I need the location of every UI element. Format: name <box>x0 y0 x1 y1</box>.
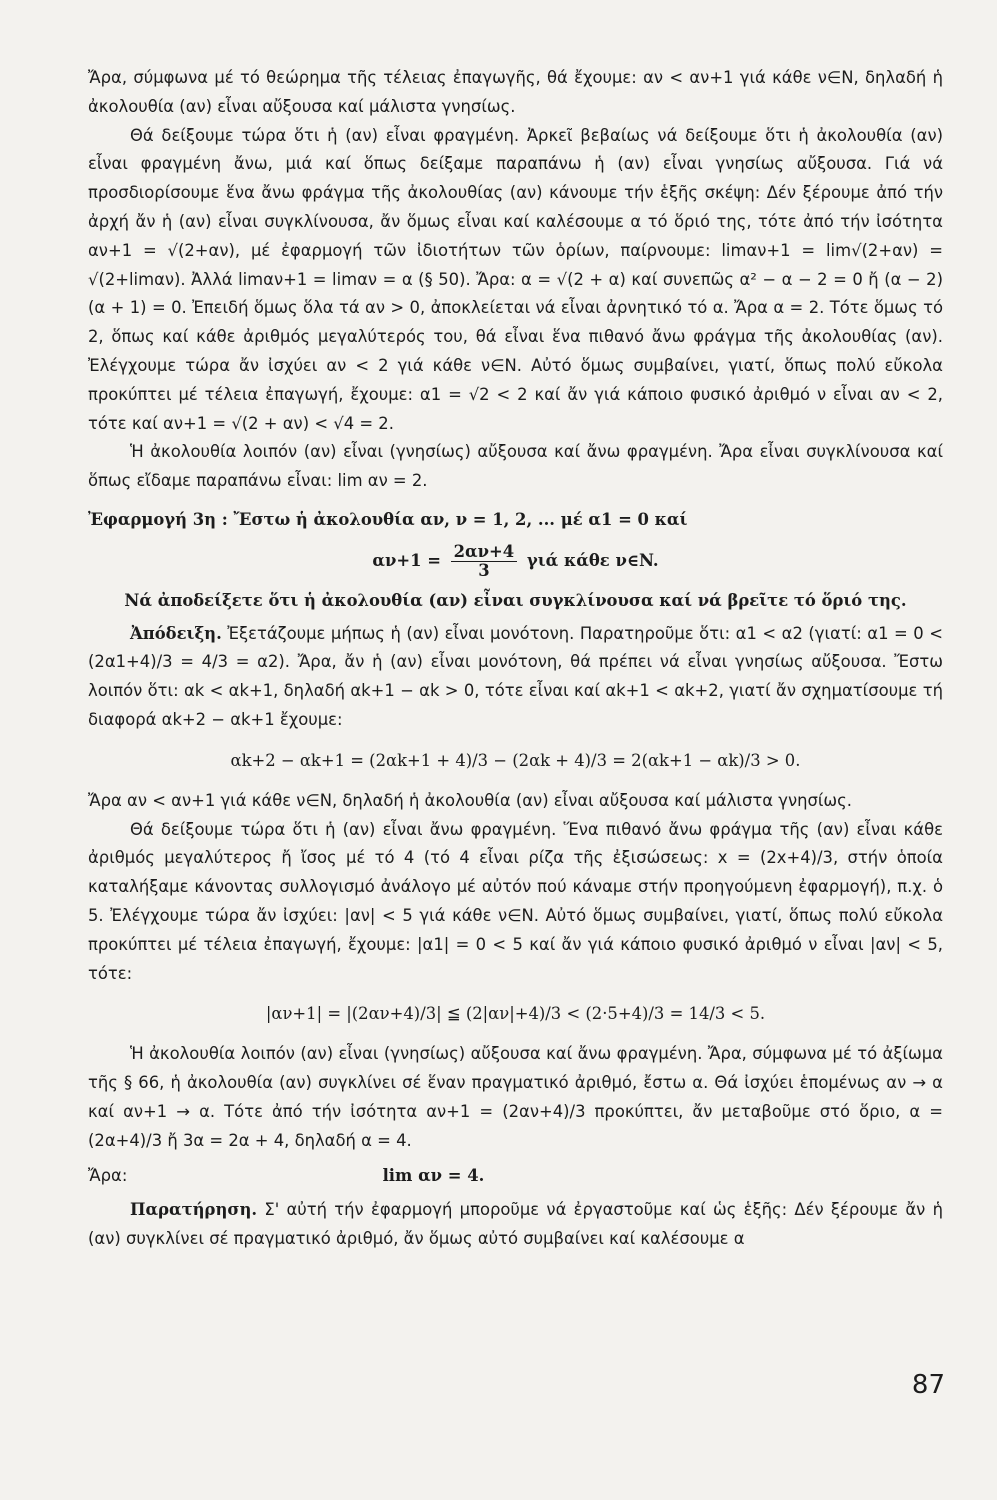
proof-paragraph-monotonic <box>88 620 943 735</box>
paragraph-upper-bound: Θά δείξουμε τώρα ὅτι ἡ (αν) εἶναι ἄνω φραγμένη. Ἕνα πιθανό ἄνω φράγμα τῆς (αν) εἶναι κάθε ἀριθμός μεγαλύτερος ἤ ἴσος μέ τό 4 (τό 4 εἶναι ρίζα τῆς ἐξισώσεως: x = (2x+4)/3, στήν ὁποία καταλήξαμε κάνοντας συλλογισμό ἀνάλογο μέ αὐτόν πού κάναμε στήν προηγούμενη ἐφαρμογή), π.χ. ὁ 5. Ἐλέγχουμε τώρα ἄν ἰσχύει: |αν| < 5 γιά κάθε ν∈N. Αὐτό ὅμως συμβαίνει, γιατί, ὅπως πολύ εὔκολα προκύπτει μέ τέλεια ἐπαγωγή, ἔχουμε: |α1| = 0 < 5 καί ἄν γιά κάποιο φυσικό ἀριθμό ν εἶναι |αν| < 5, τότε: <box>88 819 943 983</box>
application-3-recurrence <box>88 541 943 581</box>
result-line <box>88 1162 943 1191</box>
application-3-title: Ἐφαρμογή 3η : Ἔστω ἡ ἀκολουθία αν, ν = 1, 2, ... μέ α1 = 0 καί <box>88 509 688 529</box>
difference-equation: αk+2 − αk+1 = (2αk+1 + 4)/3 − (2αk + 4)/3 = 2(αk+1 − αk)/3 > 0. <box>230 750 801 770</box>
limit-result: lim αν = 4. <box>382 1165 485 1185</box>
recurrence-fraction <box>451 543 518 580</box>
paragraph-increasing-conclusion: Ἄρα, σύμφωνα μέ τό θεώρημα τῆς τέλειας ἐπαγωγῆς, θά ἔχουμε: αν < αν+1 γιά κάθε ν∈N, δηλαδή ἡ ἀκολουθία (αν) εἶναι αὔξουσα καί μάλιστα γνησίως. <box>88 68 943 116</box>
recurrence-numerator: 2αν+4 <box>451 543 518 562</box>
page-number: 87 <box>911 1370 945 1400</box>
ara-label: Ἄρα: <box>88 1165 128 1185</box>
recurrence-lhs: αν+1 = <box>372 550 441 570</box>
proof-text-1: Ἐξετάζουμε μήπως ἡ (αν) εἶναι μονότονη. Παρατηροῦμε ὅτι: α1 < α2 (γιατί: α1 = 0 < (2α1+4)/3 = 4/3 = α2). Ἄρα, ἄν ἡ (αν) εἶναι μονότονη, θά πρέπει νά εἶναι γνησίως αὔξουσα. Ἔστω λοιπόν ὅτι: αk < αk+1, δηλαδή αk+1 − αk > 0, τότε εἶναι καί αk+1 < αk+2, γιατί ἄν σχηματίσουμε τή διαφορά αk+2 − αk+1 ἔχουμε: <box>88 623 943 729</box>
page-body <box>88 64 943 1254</box>
recurrence-denominator: 3 <box>478 560 490 580</box>
paragraph-strictly-increasing: Ἄρα αν < αν+1 γιά κάθε ν∈N, δηλαδή ἡ ἀκολουθία (αν) εἶναι αὔξουσα καί μάλιστα γνησίως. <box>88 790 852 810</box>
remark-label: Παρατήρηση. <box>130 1200 258 1220</box>
paragraph-limit-derivation: Ἡ ἀκολουθία λοιπόν (αν) εἶναι (γνησίως) αὔξουσα καί ἄνω φραγμένη. Ἄρα, σύμφωνα μέ τό ἀξίωμα τῆς § 66, ἡ ἀκολουθία (αν) συγκλίνει σέ ἕναν πραγματικό ἀριθμό, ἔστω α. Θά ἰσχύει ἑπομένως αν → α καί αν+1 → α. Τότε ἀπό τήν ἰσότητα αν+1 = (2αν+4)/3 προκύπτει, ἄν μεταβοῦμε στό ὅριο, α = (2α+4)/3 ἤ 3α = 2α + 4, δηλαδή α = 4. <box>88 1044 943 1150</box>
paragraph-convergence-conclusion: Ἡ ἀκολουθία λοιπόν (αν) εἶναι (γνησίως) αὔξουσα καί ἄνω φραγμένη. Ἄρα εἶναι συγκλίνουσα καί ὅπως εἴδαμε παραπάνω εἶναι: lim αν = 2. <box>88 442 943 491</box>
recurrence-rhs: γιά κάθε ν∈N. <box>526 550 659 570</box>
paragraph-bounded-argument: Θά δείξουμε τώρα ὅτι ἡ (αν) εἶναι φραγμένη. Ἀρκεῖ βεβαίως νά δείξουμε ὅτι ἡ ἀκολουθία (αν) εἶναι φραγμένη ἄνω, μιά καί ὅπως δείξαμε παραπάνω ἡ (αν) εἶναι γνησίως αὔξουσα. Γιά νά προσδιορίσουμε ἕνα ἄνω φράγμα τῆς ἀκολουθίας (αν) κάνουμε τήν ἑξῆς σκέψη: Δέν ξέρουμε ἀπό τήν ἀρχή ἄν ἡ (αν) εἶναι συγκλίνουσα, ἄν ὅμως εἶναι καί καλέσουμε α τό ὅριό της, τότε ἀπό τήν ἰσότητα αν+1 = √(2+αν), μέ ἐφαρμογή τῶν ἰδιοτήτων τῶν ὁρίων, παίρνουμε: limαν+1 = lim√(2+αν) = √(2+limαν). Ἀλλά limαν+1 = limαν = α (§ 50). Ἄρα: α = √(2 + α) καί συνεπῶς α² − α − 2 = 0 ἤ (α − 2)(α + 1) = 0. Ἐπειδή ὅμως ὅλα τά αν > 0, ἀποκλείεται νά εἶναι ἀρνητικό τό α. Ἄρα α = 2. Τότε ὅμως τό 2, ὅπως καί κάθε ἀριθμός μεγαλύτερός του, θά εἶναι ἕνα πιθανό ἄνω φράγμα τῆς ἀκολουθίας (αν). Ἐλέγχουμε τώρα ἄν ἰσχύει αν < 2 γιά κάθε ν∈N. Αὐτό ὅμως συμβαίνει, γιατί, ὅπως πολύ εὔκολα προκύπτει μέ τέλεια ἐπαγωγή, ἔχουμε: α1 = √2 < 2 καί ἄν γιά κάποιο φυσικό ἀριθμό ν εἶναι αν < 2, τότε καί αν+1 = √(2 + αν) < √4 = 2. <box>88 125 943 433</box>
remark-text: Σ' αὐτή τήν ἐφαρμογή μποροῦμε νά ἐργαστοῦμε καί ὡς ἑξῆς: Δέν ξέρουμε ἄν ἡ (αν) συγκλίνει σέ πραγματικό ἀριθμό, ἄν ὅμως αὐτό συμβαίνει καί καλέσουμε α <box>88 1200 943 1249</box>
remark-paragraph <box>88 1196 943 1254</box>
application-3-task: Νά ἀποδείξετε ὅτι ἡ ἀκολουθία (αν) εἶναι συγκλίνουσα καί νά βρεῖτε τό ὅριό της. <box>124 590 907 610</box>
bound-inequality: |αν+1| = |(2αν+4)/3| ≦ (2|αν|+4)/3 < (2·5+4)/3 = 14/3 < 5. <box>265 1004 766 1024</box>
proof-label: Ἀπόδειξη. <box>130 623 222 643</box>
